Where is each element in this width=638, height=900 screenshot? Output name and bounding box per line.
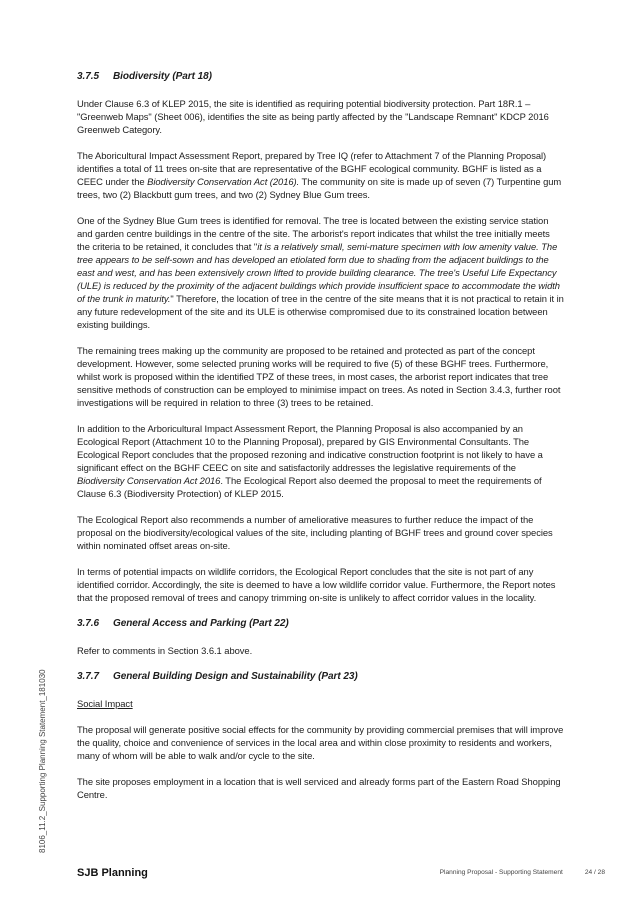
section-heading-3-7-5 (77, 70, 565, 83)
paragraph: The Aboricultural Impact Assessment Report, prepared by Tree IQ (refer to Attachment 7 of the Planning Proposal) identifies a total of 11 trees on-site that are representative of the BGHF ecological community. BGHF is listed as a CEEC under the Biodiversity Conservation Act (2016). The community on site is made up of seven (7) Turpentine gum trees, two (2) Blackbutt gum trees, and two (2) Sydney Blue Gum trees. (77, 150, 562, 200)
paragraph: The remaining trees making up the community are proposed to be retained and protected as part of the concept development. However, some selected pruning works will be required to five (5) of these BGHF trees. Furthermore, whilst work is proposed within the identified TPZ of these trees, in most cases, the arborist report indicates that tree sensitive methods of construction can be employed to minimise impact on trees. As noted in Section 3.4.3, further root investigations will be required in relation to three (3) trees to be retained. (77, 345, 561, 408)
paragraph: In addition to the Arboricultural Impact Assessment Report, the Planning Proposal is also accompanied by an Ecological Report (Attachment 10 to the Planning Proposal), prepared by GIS Environmental Consultants. The Ecological Report concludes that the proposed rezoning and indicative construction footprint is not likely to have a significant effect on the BGHF CEEC on site and satisfactorily addresses the legislative requirements of the Biodiversity Conservation Act 2016. The Ecological Report also deemed the proposal to meet the requirements of Clause 6.3 (Biodiversity Protection) of KLEP 2015. (77, 423, 543, 499)
section-title: General Access and Parking (Part 22) (113, 618, 289, 629)
section-title: General Building Design and Sustainability (Part 23) (113, 671, 358, 682)
paragraph: The proposal will generate positive social effects for the community by providing commercial premises that will improve the quality, choice and convenience of services in the local area and within close proximity to residents and workers, many of whom will be able to walk and/or cycle to the site. (77, 724, 564, 761)
page-content (77, 70, 565, 814)
subheading-social-impact: Social Impact (77, 698, 133, 709)
paragraph: The site proposes employment in a location that is well serviced and already forms part of the Eastern Road Shopping Centre. (77, 776, 561, 800)
paragraph: In terms of potential impacts on wildlife corridors, the Ecological Report concludes that the site is not part of any identified corridor. Accordingly, the site is deemed to have a low wildlife corridor value. Furthermore, the Report notes that the proposed removal of trees and canopy trimming on-site is unlikely to affect corridor values in the locality. (77, 566, 556, 603)
page-number: 24 / 28 (584, 869, 605, 876)
paragraph: Under Clause 6.3 of KLEP 2015, the site is identified as requiring potential biodiversity protection. Part 18R.1 – "Greenweb Maps" (Sheet 006), identifies the site as being partly affected by the "Landscape Remnant" KDCP 2016 Greenweb Category. (77, 98, 549, 135)
section-number: 3.7.7 (77, 671, 99, 682)
side-document-label: 8106_11.2_Supporting Planning Statement_181030 (38, 669, 47, 853)
section-heading-3-7-6 (77, 617, 565, 630)
section-title: Biodiversity (Part 18) (113, 71, 212, 82)
footer-info (440, 869, 605, 876)
paragraph: Refer to comments in Section 3.6.1 above. (77, 645, 253, 656)
footer-brand: SJB Planning (77, 867, 148, 879)
footer-document-title: Planning Proposal - Supporting Statement (439, 869, 563, 876)
section-number: 3.7.5 (77, 71, 99, 82)
paragraph: The Ecological Report also recommends a number of ameliorative measures to further reduce the impact of the proposal on the biodiversity/ecological values of the site, including planting of BGHF trees and ground cover species within nominated offset areas on-site. (77, 514, 553, 551)
section-number: 3.7.6 (77, 618, 99, 629)
paragraph: One of the Sydney Blue Gum trees is identified for removal. The tree is located between the existing service station and garden centre buildings in the centre of the site. The arborist's report indicates that whilst the tree initially meets the criteria to be retained, it concludes that "it is a relatively small, semi-mature specimen with low amenity value. The tree appears to be self-sown and has developed an etiolated form due to shading from the adjacent buildings to the east and west, and has been extensively crown lifted to provide building clearance. The tree's Useful Life Expectancy (ULE) is reduced by the proximity of the adjacent buildings which provide insufficient space to accommodate the width of the trunk in maturity." Therefore, the location of tree in the centre of the site means that it is not practical to retain it in any future redevelopment of the site and its ULE is otherwise compromised due to its constrained location between existing buildings. (77, 215, 564, 330)
section-heading-3-7-7 (77, 670, 565, 683)
